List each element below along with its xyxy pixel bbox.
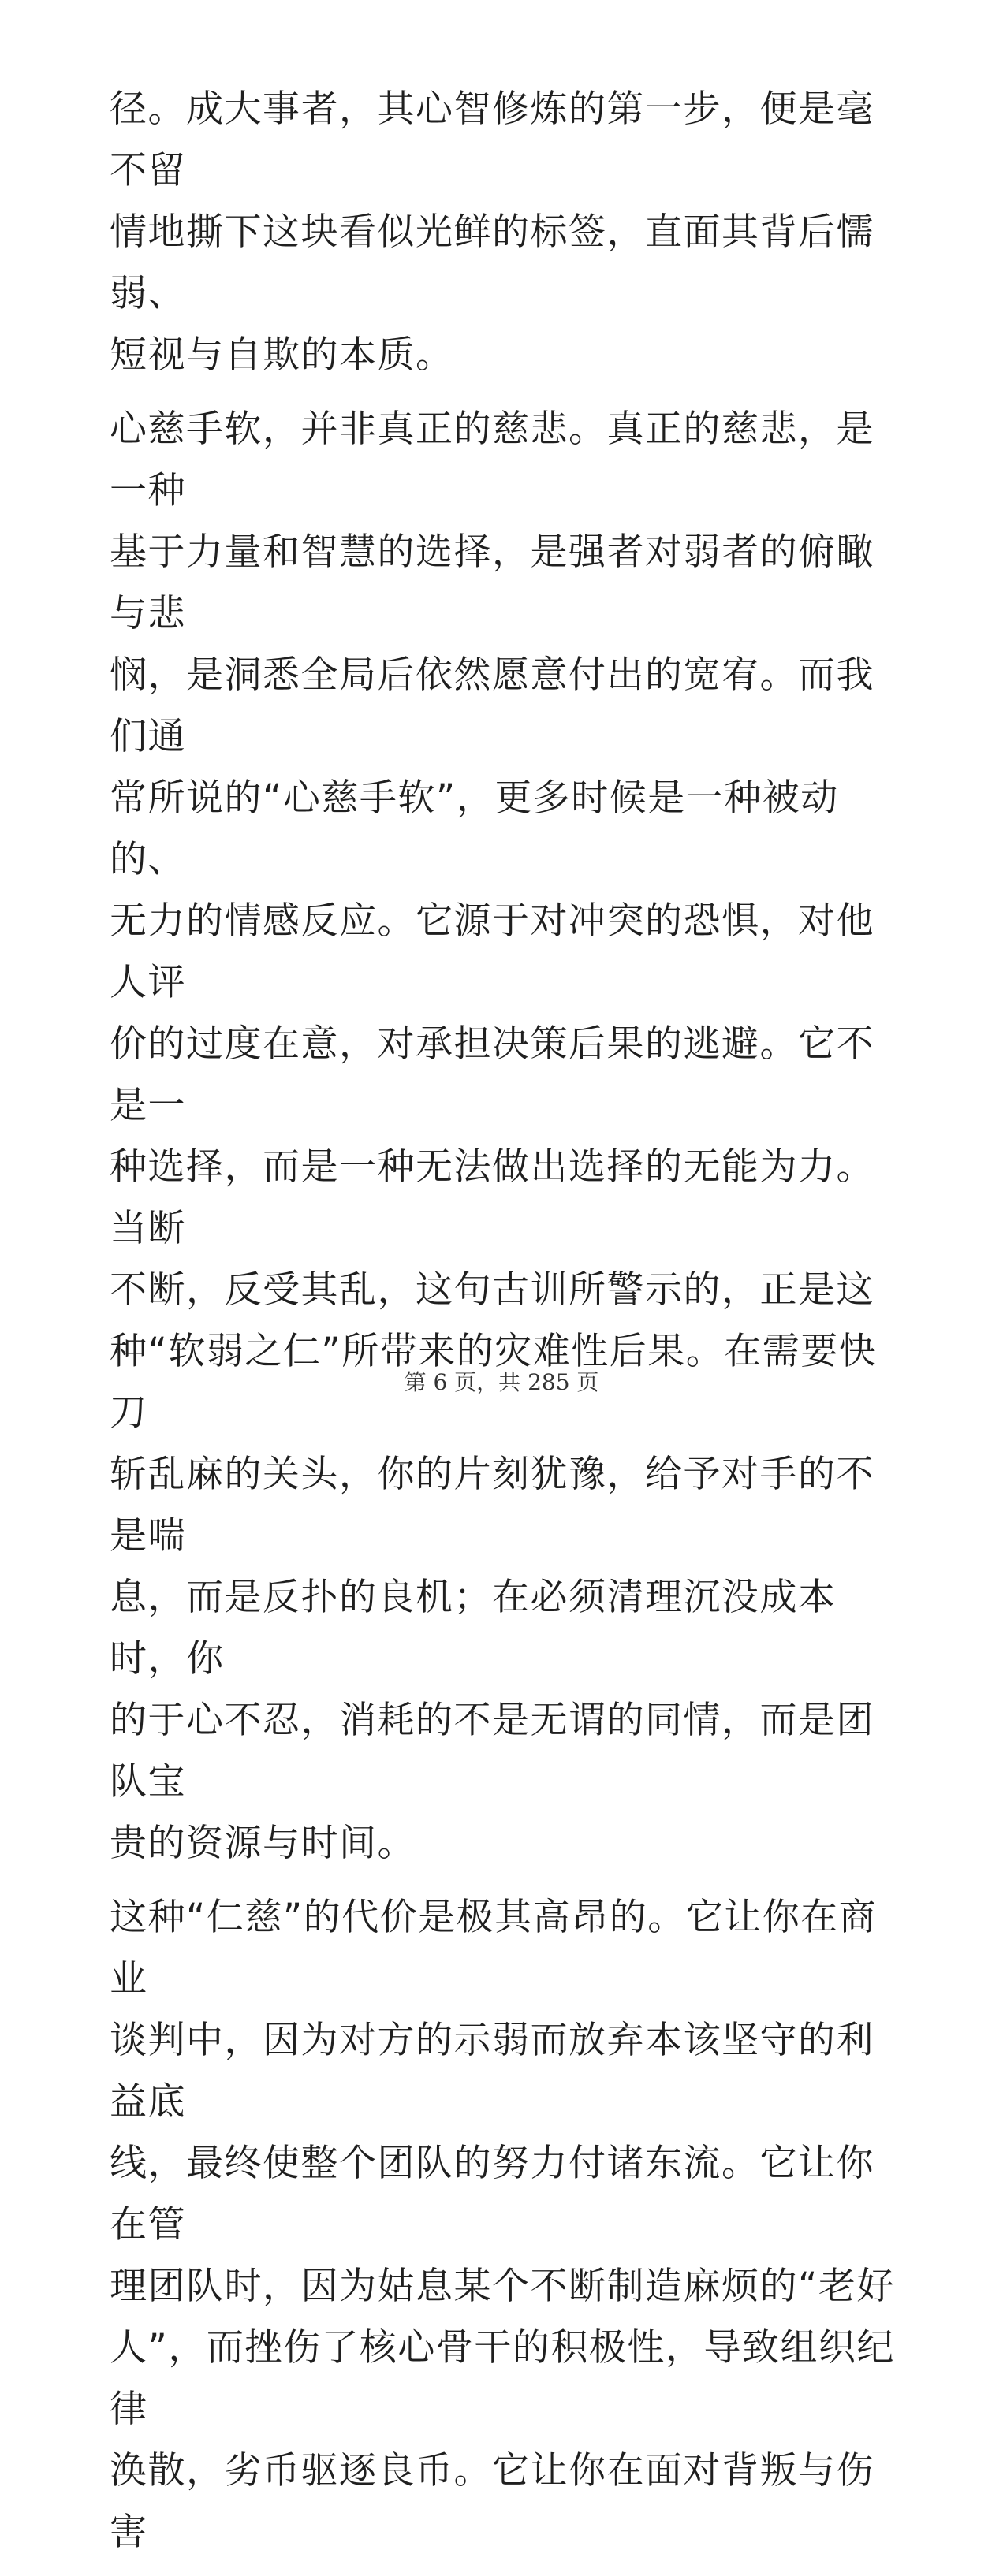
- paragraph-2: 心慈手软，并非真正的慈悲。真正的慈悲，是一种 基于力量和智慧的选择，是强者对弱者的俯瞰与悲 悯，是洞悉全局后依然愿意付出的宽宥。而我们通 常所说的“心慈手软”，更多时候是一种被动的、 无力的情感反应。它源于对冲突的恐惧，对他人评 价的过度在意，对承担决策后果的逃避。它不是一 种选择，而是一种无法做出选择的无能为力。当断 不断，反受其乱，这句古训所警示的，正是这 种“软弱之仁”所带来的灾难性后果。在需要快刀 斩乱麻的关头，你的片刻犹豫，给予对手的不是喘 息，而是反扑的良机；在必须清理沉没成本时，你 的于心不忍，消耗的不是无谓的同情，而是团队宝 贵的资源与时间。: [110, 408, 878, 1865]
- paragraph-3: 这种“仁慈”的代价是极其高昂的。它让你在商业 谈判中，因为对方的示弱而放弃本该坚守的利益底 线，最终使整个团队的努力付诸东流。它让你在管 理团队时，因为姑息某个不断制造麻烦的“老好 人”，而挫伤了核心骨干的积极性，导致组织纪律 涣散，劣币驱逐良币。它让你在面对背叛与伤害: [110, 1896, 895, 2554]
- paragraph-1: 径。成大事者，其心智修炼的第一步，便是毫不留 情地撕下这块看似光鲜的标签，直面其背后懦弱、 短视与自欺的本质。: [110, 87, 874, 377]
- page-number-footer: 第 6 页，共 285 页: [404, 1369, 599, 1395]
- page-body: [110, 79, 898, 2576]
